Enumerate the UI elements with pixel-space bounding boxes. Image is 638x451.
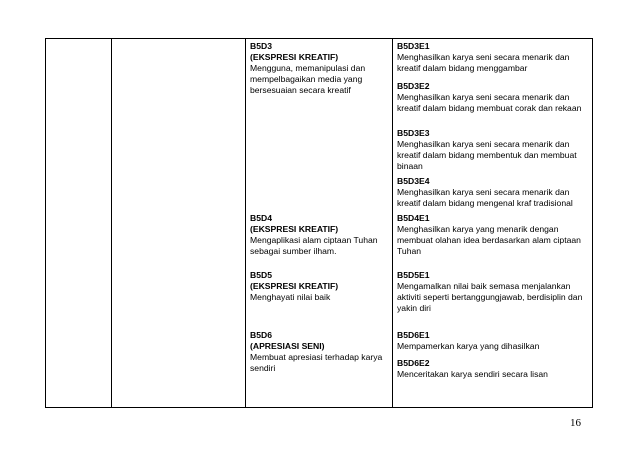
evidence-item-b5d4e1 (397, 213, 587, 257)
evidence-desc: Mengamalkan nilai baik semasa menjalankan aktiviti seperti bertanggungjawab, berdisiplin dan yakin diri (397, 281, 583, 313)
curriculum-table (45, 38, 593, 408)
page-number: 16 (570, 417, 581, 429)
standard-code: B5D3 (250, 41, 272, 51)
evidence-code: B5D3E2 (397, 81, 430, 91)
evidence-item-b5d5e1 (397, 270, 587, 314)
evidence-item-b5d6e2 (397, 358, 587, 380)
standard-title: (EKSPRESI KREATIF) (250, 52, 339, 62)
evidence-code: B5D6E2 (397, 358, 430, 368)
standard-title: (APRESIASI SENI) (250, 341, 325, 351)
standard-desc: Mengguna, memanipulasi dan mempelbagaikan media yang bersesuaian secara kreatif (250, 63, 366, 95)
empty-column-1 (46, 39, 112, 408)
evidence-item-b5d3e1 (397, 41, 587, 74)
empty-column-2 (112, 39, 246, 408)
evidence-code: B5D3E1 (397, 41, 430, 51)
evidence-item-b5d3e4 (397, 176, 587, 209)
standard-block-b5d4 (250, 213, 386, 257)
standard-block-b5d5 (250, 270, 386, 303)
evidence-desc: Menceritakan karya sendiri secara lisan (397, 369, 548, 379)
evidence-desc: Menghasilkan karya seni secara menarik dan kreatif dalam bidang membuat corak dan rekaan (397, 92, 582, 113)
evidence-code: B5D3E4 (397, 176, 430, 186)
evidence-column (393, 39, 593, 408)
standard-code: B5D6 (250, 330, 272, 340)
evidence-code: B5D5E1 (397, 270, 430, 280)
evidence-code: B5D6E1 (397, 330, 430, 340)
evidence-item-b5d3e2 (397, 81, 587, 114)
standard-code: B5D4 (250, 213, 272, 223)
evidence-desc: Menghasilkan karya yang menarik dengan membuat olahan idea berdasarkan alam ciptaan Tuhan (397, 224, 581, 256)
evidence-item-b5d6e1 (397, 330, 587, 352)
standard-desc: Menghayati nilai baik (250, 292, 331, 302)
standard-block-b5d3 (250, 41, 386, 96)
evidence-desc: Mempamerkan karya yang dihasilkan (397, 341, 540, 351)
standard-desc: Mengaplikasi alam ciptaan Tuhan sebagai sumber ilham. (250, 235, 378, 256)
evidence-code: B5D4E1 (397, 213, 430, 223)
evidence-desc: Menghasilkan karya seni secara menarik dan kreatif dalam bidang membentuk dan membuat binaan (397, 139, 577, 171)
standard-title: (EKSPRESI KREATIF) (250, 224, 339, 234)
evidence-item-b5d3e3 (397, 128, 587, 172)
evidence-desc: Menghasilkan karya seni secara menarik dan kreatif dalam bidang mengenal kraf tradisional (397, 187, 573, 208)
standard-column (246, 39, 393, 408)
evidence-code: B5D3E3 (397, 128, 430, 138)
standard-block-b5d6 (250, 330, 386, 374)
table-row (46, 39, 593, 408)
standard-desc: Membuat apresiasi terhadap karya sendiri (250, 352, 383, 373)
evidence-desc: Menghasilkan karya seni secara menarik dan kreatif dalam bidang menggambar (397, 52, 570, 73)
standard-code: B5D5 (250, 270, 272, 280)
standard-title: (EKSPRESI KREATIF) (250, 281, 339, 291)
